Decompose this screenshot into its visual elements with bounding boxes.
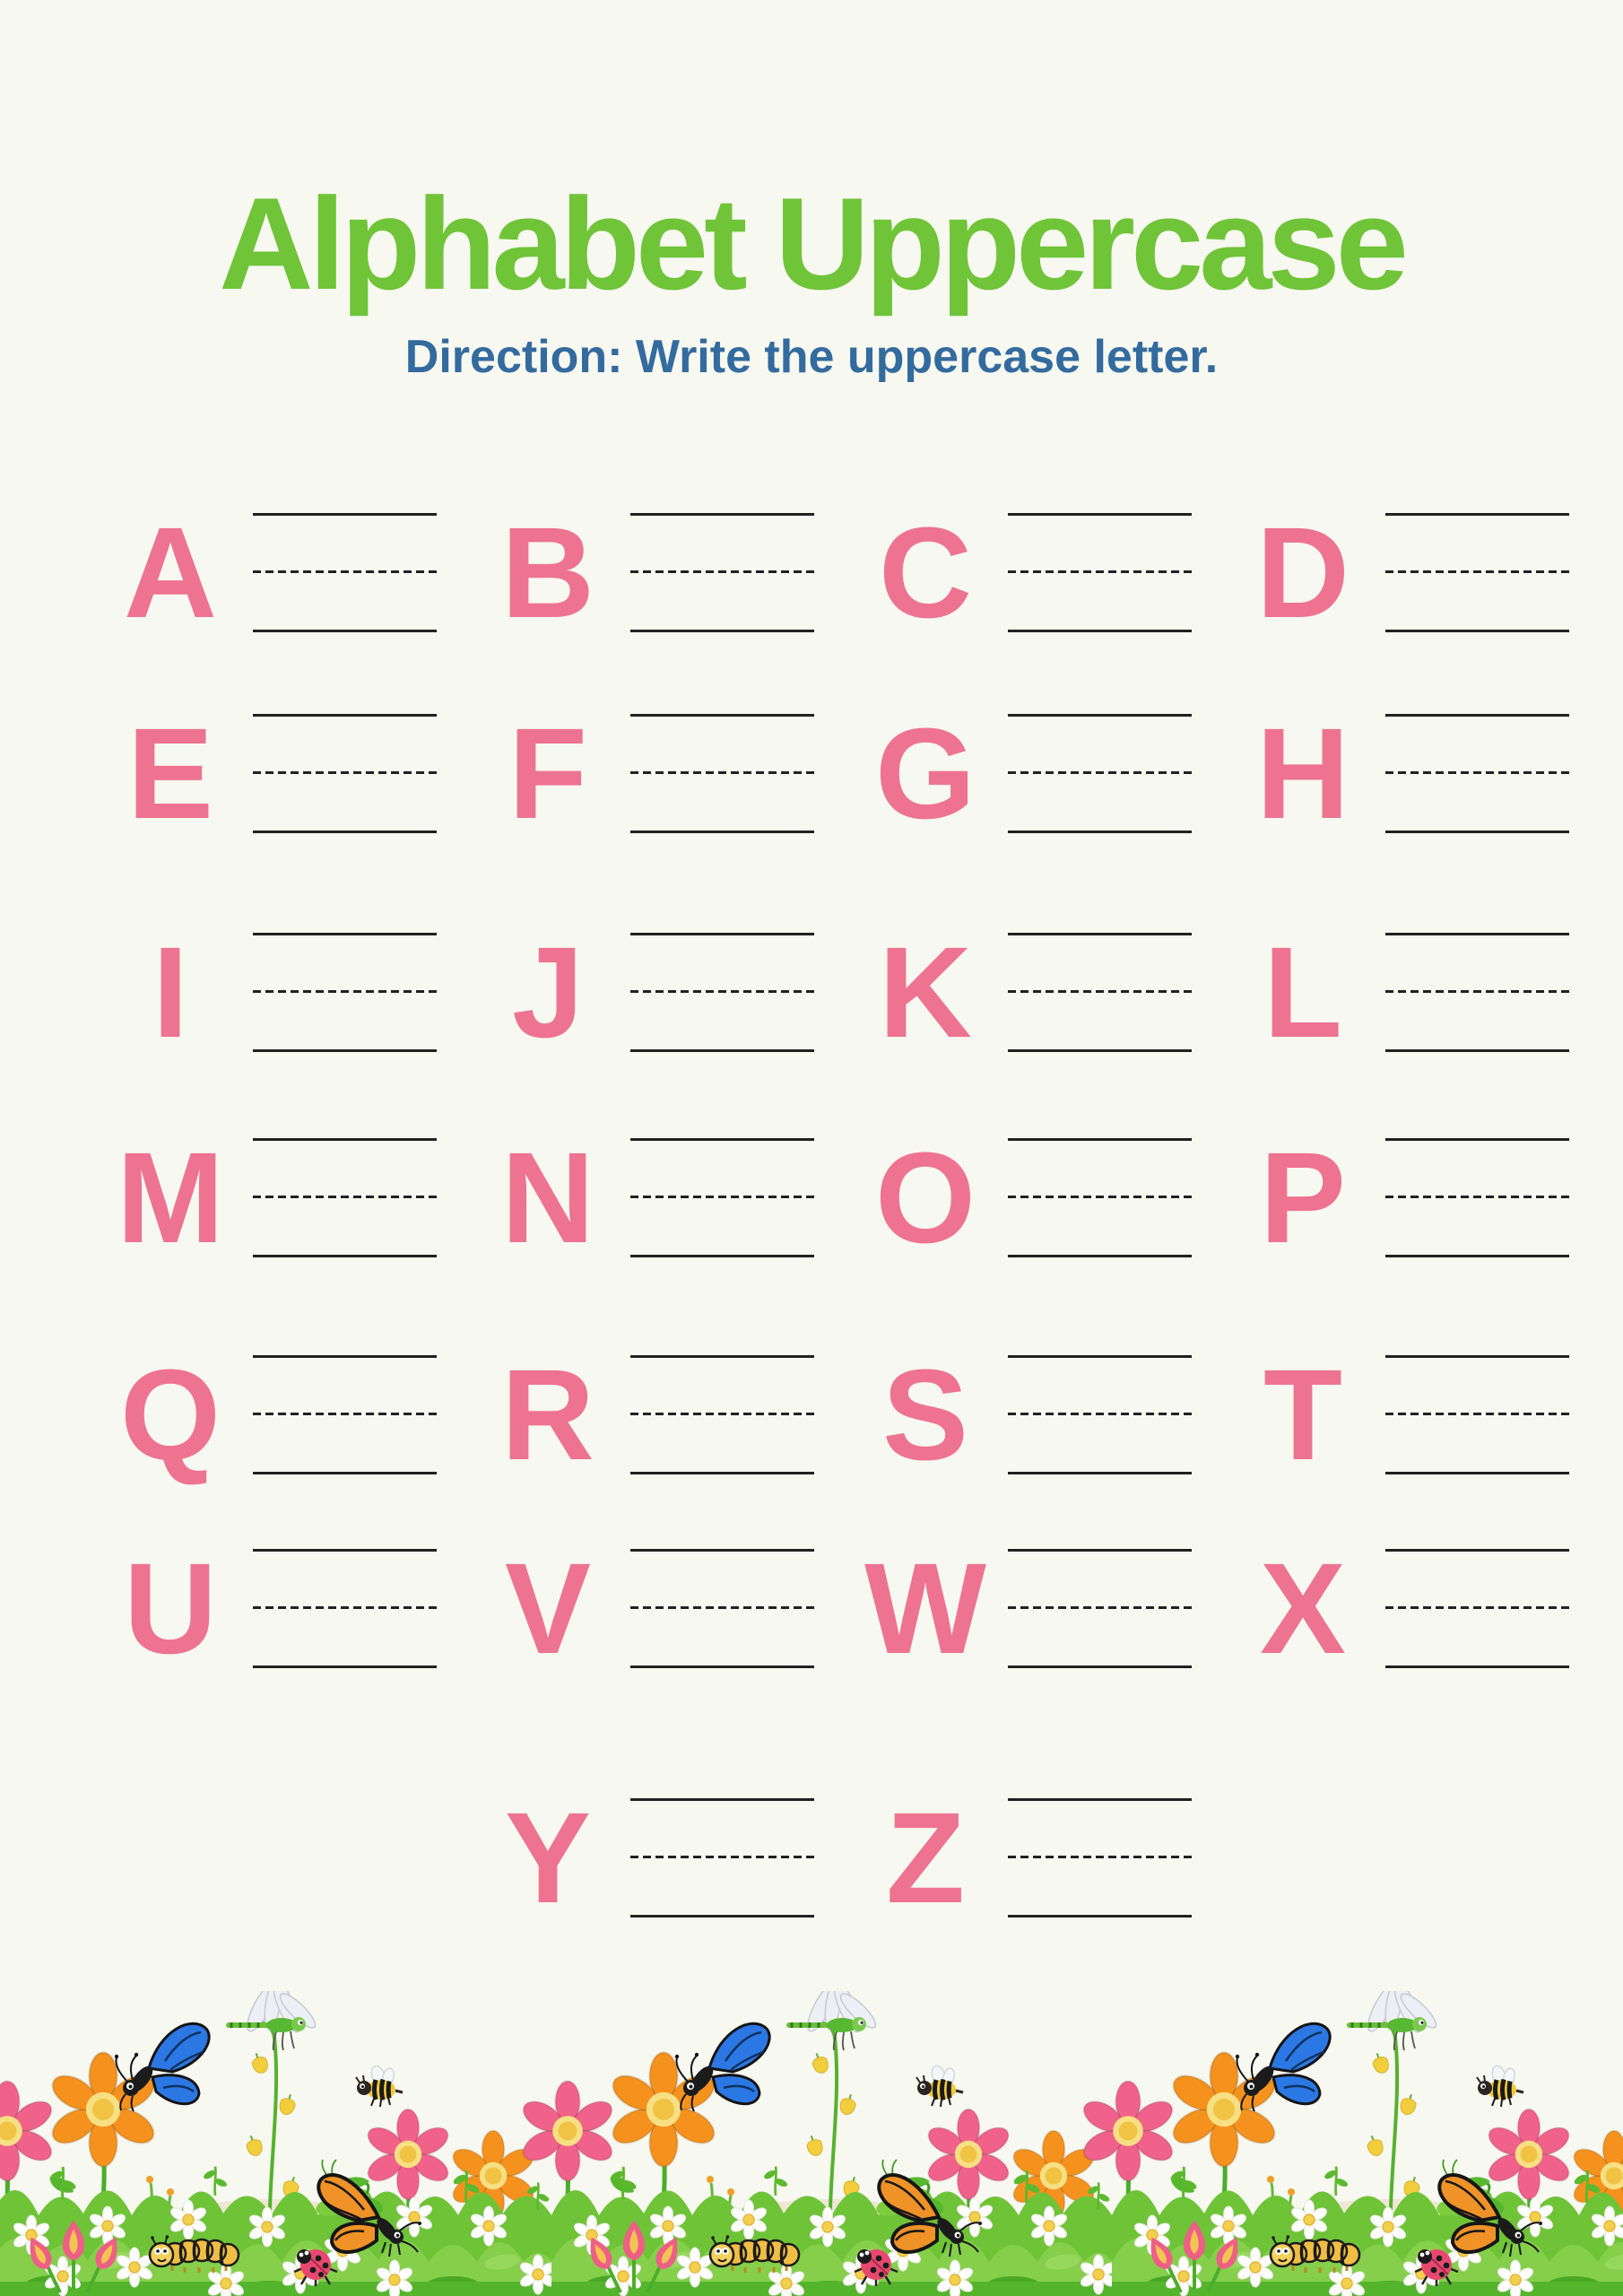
bottom-line <box>253 1255 437 1257</box>
writing-lines-O <box>1008 1138 1192 1257</box>
middle-dashed-line <box>253 1196 437 1198</box>
middle-dashed-line <box>1385 1196 1569 1198</box>
middle-dashed-line <box>253 1413 437 1415</box>
writing-lines-D <box>1385 513 1569 632</box>
letter-cell-Q <box>90 1343 467 1487</box>
letter-cell-H <box>1222 701 1600 846</box>
middle-dashed-line <box>630 570 814 573</box>
letter-cell-X <box>1222 1536 1600 1681</box>
letter-cell-W <box>845 1536 1222 1681</box>
bottom-line <box>1008 1049 1192 1052</box>
bottom-line <box>253 630 437 632</box>
writing-lines-R <box>630 1355 814 1474</box>
writing-lines-W <box>1008 1549 1192 1668</box>
letter-R: R <box>501 1343 595 1487</box>
direction-text: Direction: Write the uppercase letter. <box>404 331 1219 383</box>
middle-dashed-line <box>630 1413 814 1415</box>
letter-D: D <box>1256 500 1350 645</box>
letter-cell-O <box>845 1126 1222 1270</box>
middle-dashed-line <box>630 1196 814 1198</box>
top-line <box>1385 714 1569 717</box>
letter-cell-S <box>845 1343 1222 1487</box>
middle-dashed-line <box>253 1606 437 1609</box>
top-line <box>253 1549 437 1552</box>
letter-E: E <box>126 701 214 846</box>
top-line <box>1385 513 1569 516</box>
bottom-line <box>1385 831 1569 833</box>
letter-cell-T <box>1222 1343 1600 1487</box>
letter-cell-K <box>845 920 1222 1065</box>
writing-lines-I <box>253 933 437 1052</box>
writing-lines-C <box>1008 513 1192 632</box>
bottom-line <box>1008 1255 1192 1257</box>
letter-cell-U <box>90 1536 467 1681</box>
writing-lines-F <box>630 714 814 833</box>
top-line <box>253 1355 437 1358</box>
letter-cell-J <box>467 920 845 1065</box>
letter-Z: Z <box>886 1786 965 1930</box>
middle-dashed-line <box>1385 1606 1569 1609</box>
letter-cell-C <box>845 500 1222 645</box>
bottom-line <box>1008 1915 1192 1918</box>
writing-lines-Q <box>253 1355 437 1474</box>
middle-dashed-line <box>1385 570 1569 573</box>
bottom-line <box>1385 630 1569 632</box>
middle-dashed-line <box>630 1606 814 1609</box>
letter-J: J <box>511 920 585 1065</box>
middle-dashed-line <box>1008 771 1192 774</box>
top-line <box>1385 933 1569 935</box>
top-line <box>1008 1798 1192 1801</box>
middle-dashed-line <box>253 771 437 774</box>
writing-lines-V <box>630 1549 814 1668</box>
letter-cell-Z <box>845 1786 1222 1930</box>
letter-U: U <box>124 1536 217 1681</box>
middle-dashed-line <box>1008 1856 1192 1858</box>
letter-K: K <box>879 920 972 1065</box>
top-line <box>1008 1138 1192 1141</box>
writing-lines-X <box>1385 1549 1569 1668</box>
top-line <box>630 1138 814 1141</box>
top-line <box>630 933 814 935</box>
middle-dashed-line <box>1385 1413 1569 1415</box>
letter-V: V <box>504 1536 592 1681</box>
letter-T: T <box>1263 1343 1342 1487</box>
bottom-line <box>1008 1472 1192 1474</box>
bottom-line <box>1008 831 1192 833</box>
letter-cell-I <box>90 920 467 1065</box>
writing-lines-G <box>1008 714 1192 833</box>
top-line <box>630 714 814 717</box>
bottom-line <box>630 1472 814 1474</box>
top-line <box>253 513 437 516</box>
letter-G: G <box>874 701 976 846</box>
letter-B: B <box>501 500 595 645</box>
writing-lines-H <box>1385 714 1569 833</box>
bottom-line <box>253 1665 437 1668</box>
top-line <box>630 1549 814 1552</box>
top-line <box>630 1798 814 1801</box>
middle-dashed-line <box>1385 990 1569 993</box>
bottom-line <box>1385 1255 1569 1257</box>
top-line <box>1385 1355 1569 1358</box>
bottom-line <box>630 630 814 632</box>
bottom-line <box>630 1049 814 1052</box>
writing-lines-S <box>1008 1355 1192 1474</box>
writing-lines-K <box>1008 933 1192 1052</box>
writing-lines-M <box>253 1138 437 1257</box>
bottom-line <box>253 1472 437 1474</box>
letter-cell-A <box>90 500 467 645</box>
letter-S: S <box>881 1343 969 1487</box>
letter-cell-Y <box>467 1786 845 1930</box>
letter-F: F <box>508 701 587 846</box>
middle-dashed-line <box>1008 1196 1192 1198</box>
middle-dashed-line <box>630 771 814 774</box>
letter-I: I <box>152 920 188 1065</box>
top-line <box>1008 933 1192 935</box>
writing-lines-A <box>253 513 437 632</box>
top-line <box>1008 1355 1192 1358</box>
letter-X: X <box>1259 1536 1347 1681</box>
letter-cell-F <box>467 701 845 846</box>
letter-Y: Y <box>504 1786 592 1930</box>
writing-lines-E <box>253 714 437 833</box>
top-line <box>1385 1138 1569 1141</box>
writing-lines-N <box>630 1138 814 1257</box>
bottom-line <box>1385 1049 1569 1052</box>
letter-cell-L <box>1222 920 1600 1065</box>
letter-cell-N <box>467 1126 845 1270</box>
bottom-line <box>253 1049 437 1052</box>
writing-lines-T <box>1385 1355 1569 1474</box>
middle-dashed-line <box>1008 570 1192 573</box>
letter-W: W <box>864 1536 986 1681</box>
letter-cell-E <box>90 701 467 846</box>
writing-lines-B <box>630 513 814 632</box>
top-line <box>1008 714 1192 717</box>
writing-lines-U <box>253 1549 437 1668</box>
letter-cell-M <box>90 1126 467 1270</box>
bottom-line <box>1385 1472 1569 1474</box>
page-title: Alphabet Uppercase <box>219 170 1404 317</box>
garden-border <box>0 1991 1623 2296</box>
letter-C: C <box>879 500 972 645</box>
letter-L: L <box>1263 920 1342 1065</box>
middle-dashed-line <box>253 570 437 573</box>
middle-dashed-line <box>1008 1413 1192 1415</box>
writing-lines-L <box>1385 933 1569 1052</box>
middle-dashed-line <box>1008 1606 1192 1609</box>
letter-M: M <box>117 1126 224 1270</box>
bottom-line <box>1385 1665 1569 1668</box>
top-line <box>253 714 437 717</box>
writing-lines-Z <box>1008 1798 1192 1918</box>
letter-O: O <box>874 1126 976 1270</box>
top-line <box>1385 1549 1569 1552</box>
top-line <box>1008 513 1192 516</box>
writing-lines-P <box>1385 1138 1569 1257</box>
letter-Q: Q <box>119 1343 221 1487</box>
letter-cell-P <box>1222 1126 1600 1270</box>
bottom-line <box>630 831 814 833</box>
top-line <box>1008 1549 1192 1552</box>
letter-A: A <box>124 500 217 645</box>
top-line <box>630 1355 814 1358</box>
top-line <box>630 513 814 516</box>
bottom-line <box>630 1255 814 1257</box>
middle-dashed-line <box>1385 771 1569 774</box>
middle-dashed-line <box>630 990 814 993</box>
letter-cell-R <box>467 1343 845 1487</box>
letter-cell-B <box>467 500 845 645</box>
letter-N: N <box>501 1126 595 1270</box>
middle-dashed-line <box>253 990 437 993</box>
top-line <box>253 1138 437 1141</box>
bottom-line <box>1008 1665 1192 1668</box>
writing-lines-J <box>630 933 814 1052</box>
writing-lines-Y <box>630 1798 814 1918</box>
letter-cell-D <box>1222 500 1600 645</box>
top-line <box>253 933 437 935</box>
letter-P: P <box>1259 1126 1347 1270</box>
letter-cell-G <box>845 701 1222 846</box>
middle-dashed-line <box>1008 990 1192 993</box>
bottom-line <box>1008 630 1192 632</box>
bottom-line <box>630 1915 814 1918</box>
bottom-line <box>253 831 437 833</box>
letter-cell-V <box>467 1536 845 1681</box>
middle-dashed-line <box>630 1856 814 1858</box>
letter-H: H <box>1256 701 1350 846</box>
bottom-line <box>630 1665 814 1668</box>
